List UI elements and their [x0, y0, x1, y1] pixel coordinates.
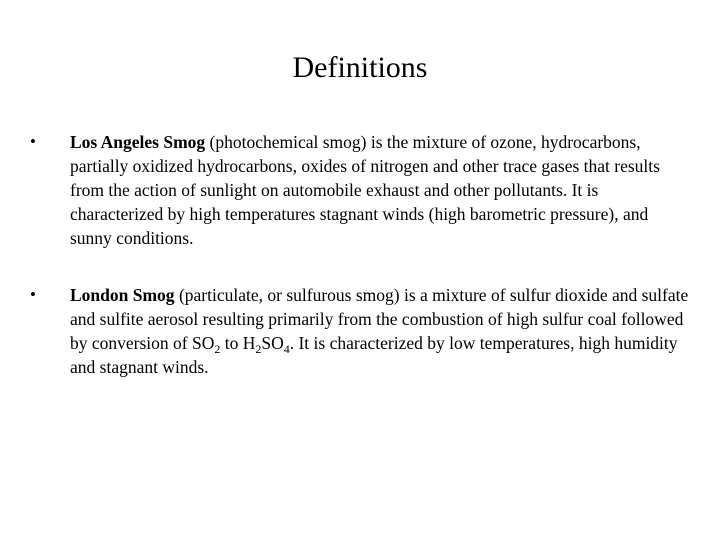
- subscript-so2: 2: [214, 342, 221, 356]
- term-london-smog: London Smog: [70, 285, 175, 305]
- bullet-dot: •: [30, 285, 36, 304]
- slide-title: Definitions: [292, 51, 428, 84]
- definition-london-smog-part-4: . It is characterized by low temperatures, high humidity and stagnant winds.: [70, 333, 678, 377]
- subscript-h2: 2: [255, 342, 262, 356]
- definition-los-angeles-smog: (photochemical smog) is the mixture of ozone, hydrocarbons, partially oxidized hydrocarbons, oxides of nitrogen and other trace gases that results from the action of sunlight on automobile exhaust and other pollutants. It is characterized by high temperatures stagnant winds (high barometric pressure), and sunny conditions.: [70, 132, 660, 248]
- definition-london-smog-part-1: (particulate, or sulfurous smog) is a mixture of sulfur dioxide and sulfate and sulfite aerosol resulting primarily from the combustion of high sulfur coal followed by conversion of SO: [70, 285, 689, 353]
- bullet-text: [70, 283, 690, 379]
- bullet-dot: •: [30, 132, 36, 151]
- subscript-so4: 4: [283, 342, 290, 356]
- bullet-text: [70, 130, 690, 250]
- definition-london-smog-part-3: SO: [261, 333, 284, 353]
- term-los-angeles-smog: Los Angeles Smog: [70, 132, 206, 152]
- bullet-london-smog: [30, 283, 690, 379]
- bullet-los-angeles-smog: [30, 130, 690, 250]
- definition-london-smog-part-2: to H: [220, 333, 256, 353]
